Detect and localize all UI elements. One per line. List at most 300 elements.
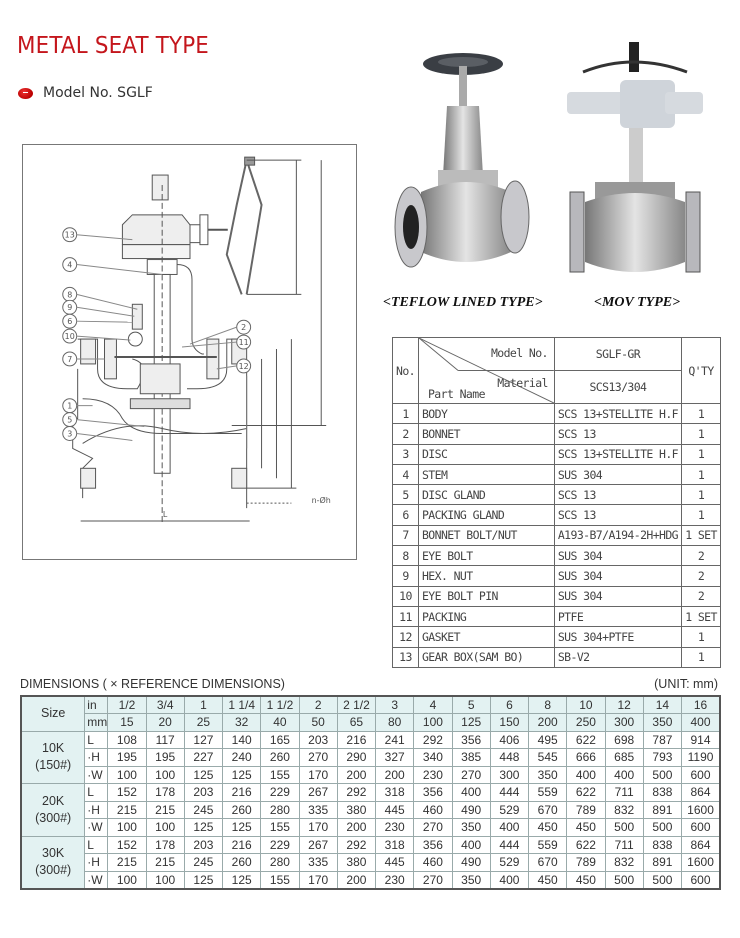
header-material-value: SCS13/304 <box>554 371 681 404</box>
dimension-value: 152 <box>108 784 146 802</box>
teflow-lined-valve-photo <box>393 42 533 274</box>
dimension-value: 891 <box>643 801 681 819</box>
dimension-value: 460 <box>414 854 452 872</box>
dimension-value: 216 <box>337 731 375 749</box>
dimension-value: 203 <box>184 836 222 854</box>
size-in: 1 <box>184 696 222 714</box>
dimension-value: 406 <box>490 731 528 749</box>
dimension-value: 240 <box>223 749 261 767</box>
dimension-symbol: ·W <box>85 766 108 784</box>
dimension-value: 340 <box>414 749 452 767</box>
dimension-row <box>21 766 720 784</box>
part-qty: 2 <box>682 586 721 606</box>
dimension-value: 200 <box>376 766 414 784</box>
dimension-symbol: ·W <box>85 819 108 837</box>
header-part-name: Part Name <box>427 387 485 401</box>
dimension-value: 559 <box>529 836 567 854</box>
size-in: 2 <box>299 696 337 714</box>
part-material: SUS 304 <box>554 546 681 566</box>
dimension-value: 125 <box>184 871 222 889</box>
dimension-value: 200 <box>337 766 375 784</box>
dimension-value: 100 <box>108 871 146 889</box>
size-mm: 25 <box>184 714 222 732</box>
parts-row <box>393 505 721 525</box>
part-material: SCS 13 <box>554 424 681 444</box>
parts-row <box>393 404 721 424</box>
dimension-value: 318 <box>376 784 414 802</box>
dimension-value: 380 <box>337 801 375 819</box>
dimension-value: 229 <box>261 836 299 854</box>
dimension-value: 838 <box>643 836 681 854</box>
dimension-value: 490 <box>452 801 490 819</box>
dimension-value: 666 <box>567 749 605 767</box>
part-material: SCS 13 <box>554 505 681 525</box>
size-in: 3/4 <box>146 696 184 714</box>
dimension-value: 200 <box>337 871 375 889</box>
part-name: EYE BOLT PIN <box>418 586 554 606</box>
dimension-value: 356 <box>414 836 452 854</box>
dimension-value: 216 <box>223 836 261 854</box>
dimension-value: 318 <box>376 836 414 854</box>
dimension-value: 245 <box>184 801 222 819</box>
dimension-value: 400 <box>605 766 643 784</box>
dimension-value: 385 <box>452 749 490 767</box>
dimension-value: 789 <box>567 854 605 872</box>
dimension-value: 698 <box>605 731 643 749</box>
red-arrow-bullet-icon <box>18 88 33 99</box>
dimension-value: 445 <box>376 854 414 872</box>
parts-row <box>393 566 721 586</box>
pressure-class <box>21 731 85 784</box>
dimension-value: 559 <box>529 784 567 802</box>
part-name: HEX. NUT <box>418 566 554 586</box>
dimension-value: 117 <box>146 731 184 749</box>
dimension-value: 444 <box>490 836 528 854</box>
dimension-value: 350 <box>529 766 567 784</box>
svg-text:13: 13 <box>64 230 75 240</box>
dimension-value: 195 <box>146 749 184 767</box>
dimension-value: 152 <box>108 836 146 854</box>
dimension-value: 500 <box>643 819 681 837</box>
size-mm: 200 <box>529 714 567 732</box>
dimension-value: 140 <box>223 731 261 749</box>
dimension-value: 170 <box>299 766 337 784</box>
dimension-symbol: ·W <box>85 871 108 889</box>
dimension-value: 400 <box>490 819 528 837</box>
dimension-value: 450 <box>567 819 605 837</box>
dimension-row <box>21 854 720 872</box>
svg-text:8: 8 <box>67 290 73 300</box>
part-no: 3 <box>393 444 419 464</box>
parts-row <box>393 586 721 606</box>
size-mm: 150 <box>490 714 528 732</box>
size-in: 8 <box>529 696 567 714</box>
dimension-value: 495 <box>529 731 567 749</box>
header-model-value: SGLF-GR <box>554 338 681 371</box>
dimension-value: 155 <box>261 871 299 889</box>
size-mm: 350 <box>643 714 681 732</box>
page-title: METAL SEAT TYPE <box>17 33 210 59</box>
dimension-value: 350 <box>452 819 490 837</box>
dimension-value: 125 <box>223 819 261 837</box>
part-qty: 2 <box>682 546 721 566</box>
header-no: No. <box>393 338 419 404</box>
part-name: DISC <box>418 444 554 464</box>
size-in: 1 1/2 <box>261 696 299 714</box>
dimension-value: 335 <box>299 801 337 819</box>
dimension-value: 230 <box>376 819 414 837</box>
size-in: 3 <box>376 696 414 714</box>
dimension-row <box>21 731 720 749</box>
dimension-value: 670 <box>529 801 567 819</box>
dimension-value: 356 <box>414 784 452 802</box>
parts-row <box>393 525 721 545</box>
dimension-value: 100 <box>108 766 146 784</box>
dimension-value: 290 <box>337 749 375 767</box>
dimension-value: 789 <box>567 801 605 819</box>
size-header: Size <box>21 696 85 731</box>
dimension-value: 500 <box>643 871 681 889</box>
dimension-value: 178 <box>146 784 184 802</box>
dimension-value: 545 <box>529 749 567 767</box>
dimension-value: 100 <box>146 819 184 837</box>
part-qty: 1 <box>682 627 721 647</box>
dimension-value: 280 <box>261 854 299 872</box>
part-material: PTFE <box>554 606 681 626</box>
part-material: SUS 304 <box>554 464 681 484</box>
header-qty: Q'TY <box>682 338 721 404</box>
svg-text:3: 3 <box>67 429 73 439</box>
pressure-class-rating: (300#) <box>35 810 72 825</box>
dimension-value: 600 <box>682 871 720 889</box>
size-mm: 15 <box>108 714 146 732</box>
dimension-value: 864 <box>682 836 720 854</box>
dimension-value: 215 <box>108 854 146 872</box>
dimension-value: 227 <box>184 749 222 767</box>
dimension-value: 292 <box>414 731 452 749</box>
dimension-value: 529 <box>490 854 528 872</box>
size-in: 4 <box>414 696 452 714</box>
part-no: 2 <box>393 424 419 444</box>
header-diagonal-cell <box>418 338 554 404</box>
part-name: BODY <box>418 404 554 424</box>
dimension-value: 400 <box>452 836 490 854</box>
dimension-row <box>21 784 720 802</box>
dimension-value: 622 <box>567 784 605 802</box>
dimension-value: 165 <box>261 731 299 749</box>
dimension-row <box>21 749 720 767</box>
pressure-class <box>21 784 85 837</box>
parts-row <box>393 444 721 464</box>
svg-text:4: 4 <box>67 260 73 270</box>
dimension-value: 914 <box>682 731 720 749</box>
valve-section-diagram <box>23 145 356 559</box>
mm-label: mm <box>85 714 108 732</box>
pressure-class-rating: (300#) <box>35 863 72 877</box>
dimension-value: 1600 <box>682 854 720 872</box>
dimension-value: 203 <box>299 731 337 749</box>
dimension-symbol: ·H <box>85 801 108 819</box>
dimension-value: 100 <box>146 766 184 784</box>
dimension-symbol: ·H <box>85 854 108 872</box>
parts-row <box>393 606 721 626</box>
dimension-symbol: L <box>85 731 108 749</box>
in-label: in <box>85 696 108 714</box>
svg-text:6: 6 <box>67 317 73 327</box>
dimension-value: 270 <box>414 871 452 889</box>
part-no: 12 <box>393 627 419 647</box>
dimension-value: 1600 <box>682 801 720 819</box>
dimension-value: 529 <box>490 801 528 819</box>
dimension-value: 215 <box>146 801 184 819</box>
size-mm: 250 <box>567 714 605 732</box>
size-mm: 20 <box>146 714 184 732</box>
pressure-class-rating: (150#) <box>35 758 72 773</box>
svg-text:1: 1 <box>67 401 73 411</box>
svg-text:n-Øh: n-Øh <box>311 496 331 506</box>
part-material: SB-V2 <box>554 647 681 667</box>
size-in: 2 1/2 <box>337 696 375 714</box>
dimension-value: 267 <box>299 836 337 854</box>
dimension-value: 400 <box>567 766 605 784</box>
dimension-value: 600 <box>682 819 720 837</box>
sectional-drawing <box>22 144 357 560</box>
part-no: 9 <box>393 566 419 586</box>
svg-text:2: 2 <box>241 323 247 333</box>
dimension-value: 600 <box>682 766 720 784</box>
part-qty: 1 <box>682 404 721 424</box>
dimension-value: 400 <box>490 871 528 889</box>
parts-row <box>393 546 721 566</box>
part-material: SUS 304 <box>554 566 681 586</box>
dimension-value: 215 <box>146 854 184 872</box>
dimension-value: 125 <box>223 766 261 784</box>
part-name: STEM <box>418 464 554 484</box>
dimension-value: 195 <box>108 749 146 767</box>
part-name: BONNET <box>418 424 554 444</box>
dimension-value: 445 <box>376 801 414 819</box>
dimensions-title: DIMENSIONS ( × REFERENCE DIMENSIONS) <box>20 677 285 691</box>
size-in: 6 <box>490 696 528 714</box>
part-no: 1 <box>393 404 419 424</box>
dimension-value: 100 <box>108 819 146 837</box>
parts-row <box>393 485 721 505</box>
size-in: 10 <box>567 696 605 714</box>
dimension-value: 350 <box>452 871 490 889</box>
dimension-row <box>21 819 720 837</box>
parts-row <box>393 627 721 647</box>
dimension-value: 292 <box>337 784 375 802</box>
dimension-value: 450 <box>529 819 567 837</box>
dimension-symbol: ·H <box>85 749 108 767</box>
svg-text:5: 5 <box>67 415 73 425</box>
size-mm: 32 <box>223 714 261 732</box>
header-model-no: Model No. <box>490 346 548 360</box>
size-mm: 40 <box>261 714 299 732</box>
part-no: 11 <box>393 606 419 626</box>
dimension-value: 450 <box>567 871 605 889</box>
dimension-value: 356 <box>452 731 490 749</box>
part-qty: 1 <box>682 505 721 525</box>
pressure-class-name: 30K <box>42 846 65 860</box>
dimension-value: 170 <box>299 871 337 889</box>
dimension-value: 215 <box>108 801 146 819</box>
part-name: DISC GLAND <box>418 485 554 505</box>
size-mm: 100 <box>414 714 452 732</box>
dimension-value: 100 <box>146 871 184 889</box>
dimension-row <box>21 836 720 854</box>
size-mm: 125 <box>452 714 490 732</box>
dimension-value: 335 <box>299 854 337 872</box>
dimension-value: 203 <box>184 784 222 802</box>
part-material: SUS 304 <box>554 586 681 606</box>
dimension-value: 155 <box>261 819 299 837</box>
dimension-value: 490 <box>452 854 490 872</box>
dimension-value: 170 <box>299 819 337 837</box>
part-no: 5 <box>393 485 419 505</box>
dimension-value: 300 <box>490 766 528 784</box>
svg-text:11: 11 <box>238 338 249 348</box>
part-name: GASKET <box>418 627 554 647</box>
dimension-value: 711 <box>605 836 643 854</box>
svg-text:7: 7 <box>67 354 73 364</box>
dimension-value: 670 <box>529 854 567 872</box>
dimension-value: 380 <box>337 854 375 872</box>
parts-row <box>393 647 721 667</box>
dimension-value: 500 <box>643 766 681 784</box>
dimension-value: 125 <box>184 766 222 784</box>
dimension-value: 500 <box>605 871 643 889</box>
dimension-value: 711 <box>605 784 643 802</box>
part-name: EYE BOLT <box>418 546 554 566</box>
dimension-value: 292 <box>337 836 375 854</box>
dimension-value: 460 <box>414 801 452 819</box>
dimension-value: 622 <box>567 836 605 854</box>
dimension-value: 787 <box>643 731 681 749</box>
dimension-value: 864 <box>682 784 720 802</box>
dimension-value: 230 <box>414 766 452 784</box>
size-mm: 80 <box>376 714 414 732</box>
svg-text:L: L <box>162 510 168 520</box>
size-in: 12 <box>605 696 643 714</box>
parts-row <box>393 464 721 484</box>
size-in: 14 <box>643 696 681 714</box>
teflow-lined-caption: <TEFLOW LINED TYPE> <box>383 295 543 310</box>
pressure-class <box>21 836 85 889</box>
size-mm: 65 <box>337 714 375 732</box>
dimension-row <box>21 801 720 819</box>
part-material: A193-B7/A194-2H+HDG <box>554 525 681 545</box>
size-mm: 300 <box>605 714 643 732</box>
mov-caption: <MOV TYPE> <box>594 295 681 310</box>
header-material: Material <box>497 376 548 390</box>
size-in: 1/2 <box>108 696 146 714</box>
part-qty: 1 <box>682 444 721 464</box>
dimension-value: 200 <box>337 819 375 837</box>
unit-label: (UNIT: mm) <box>654 677 718 691</box>
part-no: 7 <box>393 525 419 545</box>
part-qty: 1 <box>682 464 721 484</box>
model-label <box>18 85 153 101</box>
dimension-value: 450 <box>529 871 567 889</box>
dimension-value: 178 <box>146 836 184 854</box>
svg-text:10: 10 <box>64 332 75 342</box>
part-name: BONNET BOLT/NUT <box>418 525 554 545</box>
part-qty: 1 <box>682 424 721 444</box>
dimension-value: 280 <box>261 801 299 819</box>
pressure-class-name: 10K <box>42 741 65 756</box>
dimension-value: 400 <box>452 784 490 802</box>
part-qty: 1 <box>682 647 721 667</box>
dimension-value: 891 <box>643 854 681 872</box>
part-qty: 2 <box>682 566 721 586</box>
part-material: SUS 304+PTFE <box>554 627 681 647</box>
dimension-value: 230 <box>376 871 414 889</box>
dimension-value: 229 <box>261 784 299 802</box>
dimension-value: 793 <box>643 749 681 767</box>
part-name: PACKING GLAND <box>418 505 554 525</box>
dimension-value: 444 <box>490 784 528 802</box>
dimension-value: 125 <box>223 871 261 889</box>
part-no: 8 <box>393 546 419 566</box>
dimension-value: 1190 <box>682 749 720 767</box>
dimension-value: 125 <box>184 819 222 837</box>
dimension-value: 245 <box>184 854 222 872</box>
dimension-value: 127 <box>184 731 222 749</box>
dimension-value: 448 <box>490 749 528 767</box>
size-in: 16 <box>682 696 720 714</box>
dimension-value: 260 <box>223 854 261 872</box>
dimension-value: 216 <box>223 784 261 802</box>
dimension-value: 270 <box>414 819 452 837</box>
pressure-class-name: 20K <box>42 793 65 808</box>
dimension-value: 500 <box>605 819 643 837</box>
parts-material-table <box>392 337 721 668</box>
dimension-value: 267 <box>299 784 337 802</box>
dimension-value: 838 <box>643 784 681 802</box>
part-no: 10 <box>393 586 419 606</box>
part-no: 4 <box>393 464 419 484</box>
size-mm: 400 <box>682 714 720 732</box>
part-name: PACKING <box>418 606 554 626</box>
part-qty: 1 SET <box>682 606 721 626</box>
dimension-value: 260 <box>261 749 299 767</box>
part-no: 13 <box>393 647 419 667</box>
svg-text:9: 9 <box>67 303 73 313</box>
dimension-symbol: L <box>85 784 108 802</box>
dimension-value: 155 <box>261 766 299 784</box>
part-material: SCS 13+STELLITE H.F <box>554 444 681 464</box>
part-qty: 1 <box>682 485 721 505</box>
dimension-value: 260 <box>223 801 261 819</box>
part-qty: 1 SET <box>682 525 721 545</box>
dimension-value: 622 <box>567 731 605 749</box>
dimension-value: 685 <box>605 749 643 767</box>
dimensions-table <box>20 695 721 890</box>
dimension-row <box>21 871 720 889</box>
part-name: GEAR BOX(SAM BO) <box>418 647 554 667</box>
mov-valve-photo <box>565 42 705 274</box>
model-number: Model No. SGLF <box>43 85 153 101</box>
dimension-symbol: L <box>85 836 108 854</box>
size-mm: 50 <box>299 714 337 732</box>
part-material: SCS 13 <box>554 485 681 505</box>
size-in: 5 <box>452 696 490 714</box>
dimension-value: 108 <box>108 731 146 749</box>
size-in: 1 1/4 <box>223 696 261 714</box>
svg-text:12: 12 <box>238 361 249 371</box>
dimension-value: 241 <box>376 731 414 749</box>
